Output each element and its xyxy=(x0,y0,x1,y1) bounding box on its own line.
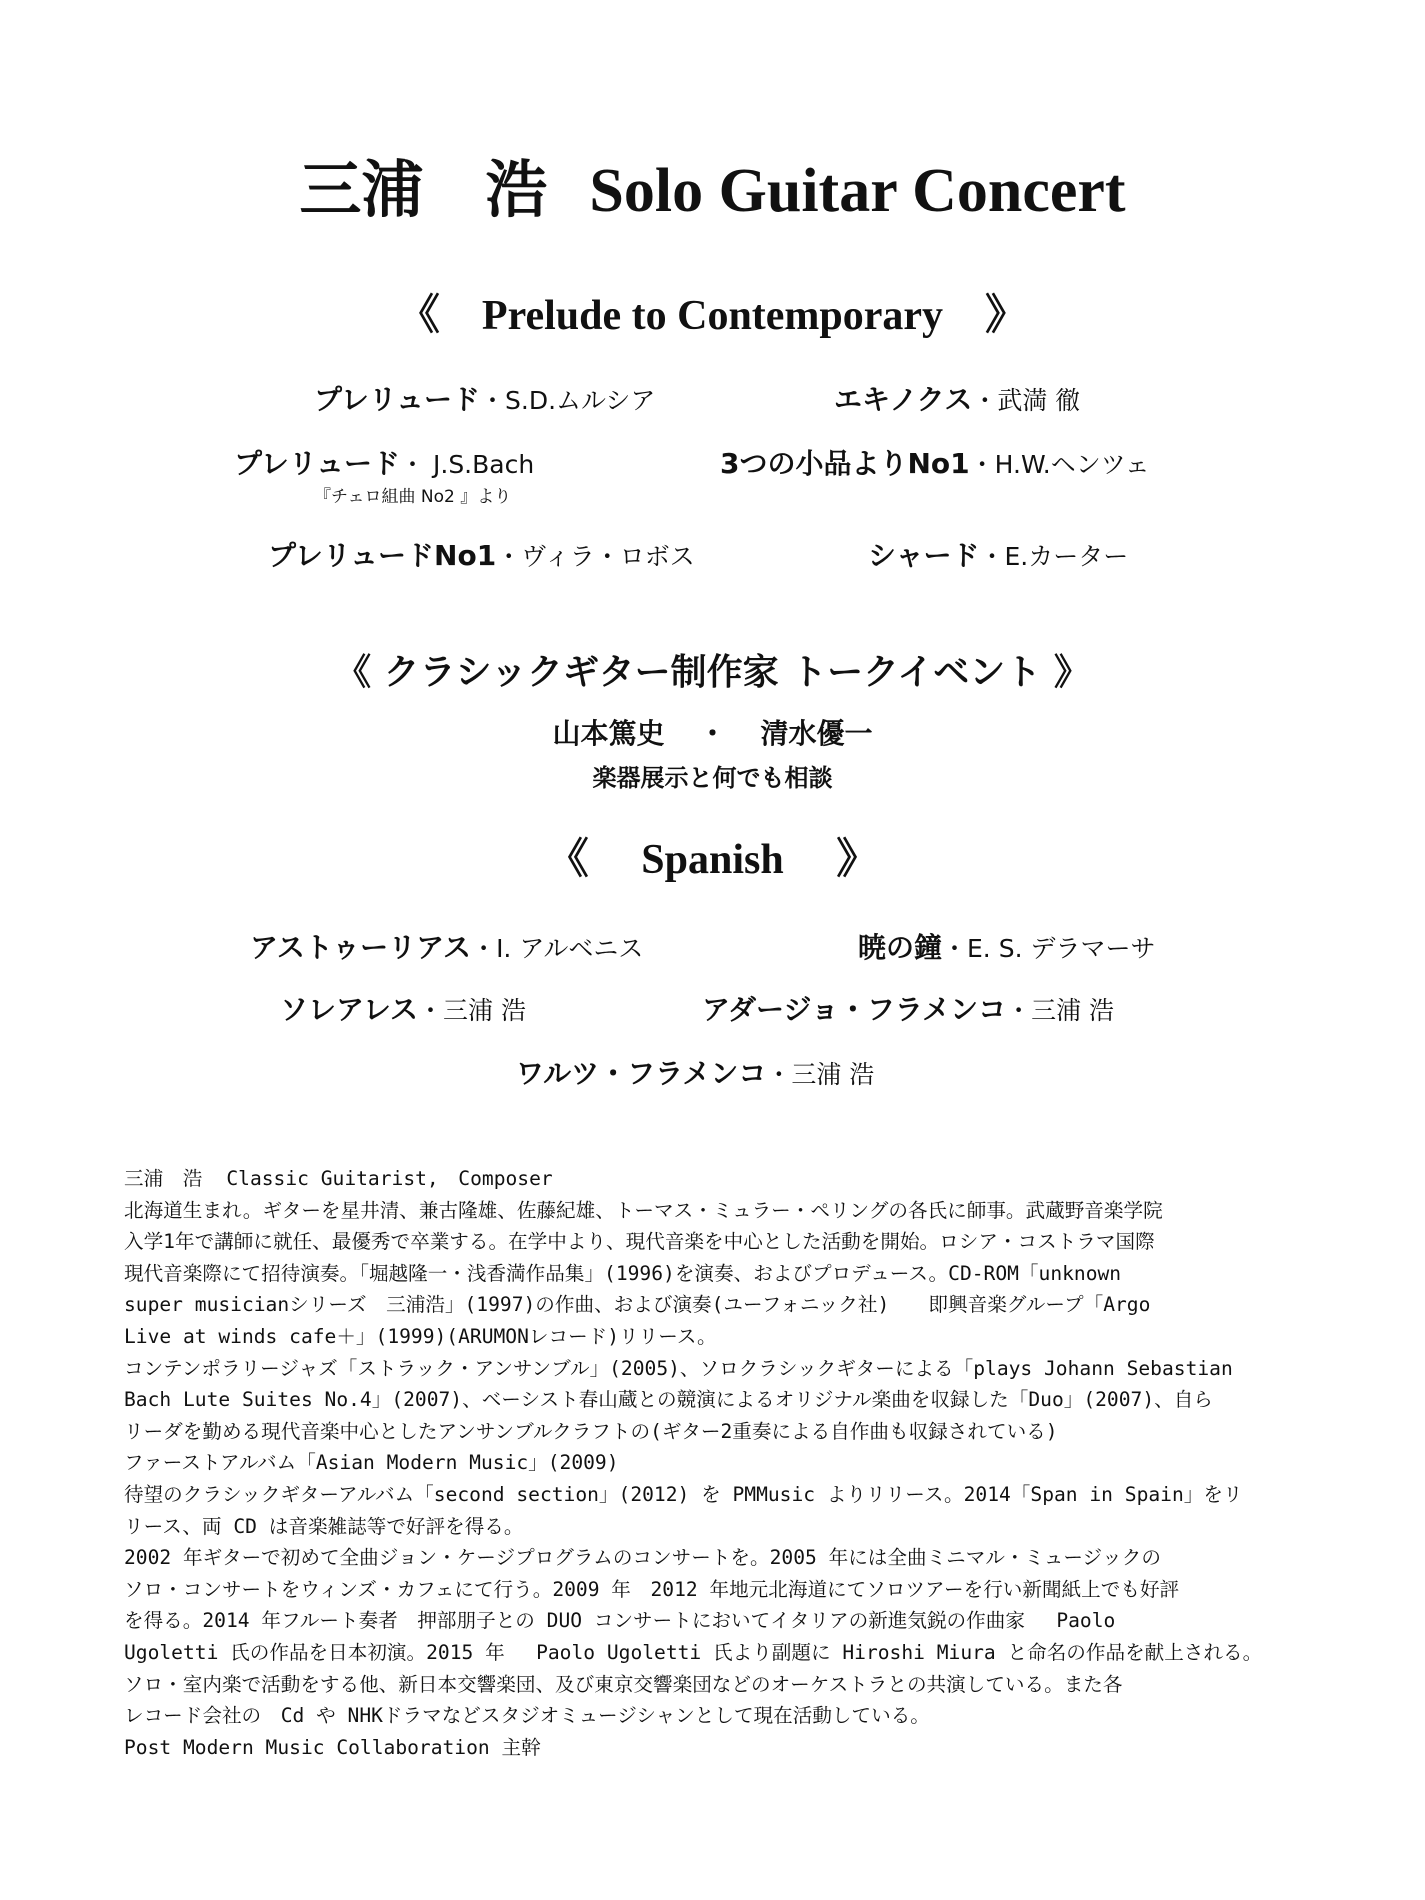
piece-title: プレリュード xyxy=(314,383,481,416)
bio-line: レコード会社の Cd や NHKドラマなどスタジオミュージシャンとして現在活動している。 xyxy=(124,1704,930,1728)
program-item xyxy=(702,988,1114,1028)
program-item xyxy=(720,442,1150,482)
guest-name: 清水優一 xyxy=(760,717,873,750)
piece-title: シャード xyxy=(868,539,980,572)
piece-composer: ・三浦 浩 xyxy=(1006,996,1115,1025)
piece-title: ワルツ・フラメンコ xyxy=(516,1057,767,1090)
program-item xyxy=(314,378,655,418)
program-item xyxy=(834,378,1080,418)
bio-role: Classic Guitarist, Composer xyxy=(226,1167,553,1190)
bio-heading xyxy=(124,1163,1324,1195)
talk-description: 楽器展示と何でも相談 xyxy=(592,764,833,792)
bio-line: Live at winds cafe＋」(1999)(ARUMONレコード)リリース。 xyxy=(124,1324,717,1348)
program-item xyxy=(250,926,643,966)
piece-title: 3つの小品よりNo1 xyxy=(720,447,970,480)
piece-title: アストゥーリアス xyxy=(250,931,472,964)
bio-line: 待望のクラシックギターアルバム「second section」(2012) を PMMusic よりリリース。2014「Span in Spain」をリ xyxy=(124,1482,1243,1506)
piece-composer: ・H.W.ヘンツェ xyxy=(969,450,1150,479)
piece-title: プレリュードNo1 xyxy=(268,539,497,572)
bio-line: 入学1年で講師に就任、最優秀で卒業する。在学中より、現代音楽を中心とした活動を開始。ロシア・コストラマ国際 xyxy=(124,1230,1155,1254)
bio-line: 2002 年ギターで初めて全曲ジョン・ケージプログラムのコンサートを。2005 年には全曲ミニマル・ミュージックの xyxy=(124,1546,1161,1570)
piece-composer: ・S.D.ムルシア xyxy=(480,386,656,415)
page-title xyxy=(0,140,1425,229)
guest-name: 山本篤史 xyxy=(552,717,665,750)
performer-name: 三浦 浩 xyxy=(299,157,548,225)
piece-composer: ・ヴィラ・ロボス xyxy=(496,542,695,571)
program-item xyxy=(868,534,1128,574)
bio-line: コンテンポラリージャズ「ストラック・アンサンブル」(2005)、ソロクラシックギターによる「plays Johann Sebastian xyxy=(124,1356,1233,1380)
piece-title: プレリュード xyxy=(234,447,401,480)
bio-line: ソロ・コンサートをウィンズ・カフェにて行う。2009 年 2012 年地元北海道にてソロツアーを行い新聞紙上でも好評 xyxy=(124,1577,1180,1601)
bio-line: ソロ・室内楽で活動をする他、新日本交響楽団、及び東京交響楽団などのオーケストラとの共演している。また各 xyxy=(124,1672,1123,1696)
piece-composer: ・E.カーター xyxy=(979,542,1129,571)
bio-line: リーダを勤める現代音楽中心としたアンサンブルクラフトの(ギター2重奏による自作曲も収録されている) xyxy=(124,1419,1058,1443)
program-item xyxy=(516,1052,874,1092)
piece-note: 『チェロ組曲 No2 』より xyxy=(314,487,512,507)
bio-line: ファーストアルバム「Asian Modern Music」(2009) xyxy=(124,1451,619,1475)
piece-composer: ・三浦 浩 xyxy=(766,1060,875,1089)
section-heading-talk: 《 クラシックギター制作家 トークイベント 》 xyxy=(335,652,1090,693)
piece-title: ソレアレス xyxy=(280,993,419,1026)
program-item xyxy=(234,442,534,482)
section-heading-spanish: 《 Spanish 》 xyxy=(546,837,879,883)
bio-line: super musicianシリーズ 三浦浩」(1997)の作曲、および演奏(ユーフォニック社) 即興音楽グループ「Argo xyxy=(124,1293,1151,1317)
bio-line: 現代音楽際にて招待演奏。「堀越隆一・浅香満作品集」(1996)を演奏、およびプロデュース。CD-ROM「unknown xyxy=(124,1261,1122,1285)
program-item xyxy=(268,534,695,574)
biography xyxy=(124,1163,1324,1763)
piece-composer: ・三浦 浩 xyxy=(418,996,526,1025)
piece-composer: ・ J.S.Bach xyxy=(400,450,535,479)
piece-title: アダージョ・フラメンコ xyxy=(702,993,1007,1026)
bio-line: Post Modern Music Collaboration 主幹 xyxy=(124,1735,541,1759)
piece-title: エキノクス xyxy=(834,383,973,416)
bio-line: Bach Lute Suites No.4」(2007)、ベーシスト春山蔵との競演によるオリジナル楽曲を収録した「Duo」(2007)、自ら xyxy=(124,1388,1213,1412)
bio-line: 北海道生まれ。ギターを星井清、兼古隆雄、佐藤紀雄、トーマス・ミュラー・ペリングの各氏に師事。武蔵野音楽学院 xyxy=(124,1198,1163,1222)
concert-title: Solo Guitar Concert xyxy=(589,157,1126,225)
piece-composer: ・I. アルベニス xyxy=(471,934,644,963)
program-item xyxy=(858,926,1155,966)
bio-line: を得る。2014 年フルート奏者 押部朋子との DUO コンサートにおいてイタリアの新進気鋭の作曲家 Paolo xyxy=(124,1609,1116,1633)
talk-guests xyxy=(0,712,1425,752)
bio-line: Ugoletti 氏の作品を日本初演。2015 年 Paolo Ugoletti 氏より副題に Hiroshi Miura と命名の作品を献上される。 xyxy=(124,1640,1263,1664)
piece-title: 暁の鐘 xyxy=(858,931,943,964)
piece-composer: ・武満 徹 xyxy=(972,386,1081,415)
bio-name: 三浦 浩 xyxy=(124,1167,203,1190)
piece-composer: ・E. S. デラマーサ xyxy=(942,934,1156,963)
program-item xyxy=(280,988,526,1028)
section-heading-prelude: 《 Prelude to Contemporary 》 xyxy=(397,293,1028,339)
bio-line: リース、両 CD は音楽雑誌等で好評を得る。 xyxy=(124,1514,524,1538)
guest-separator: ・ xyxy=(698,717,727,750)
